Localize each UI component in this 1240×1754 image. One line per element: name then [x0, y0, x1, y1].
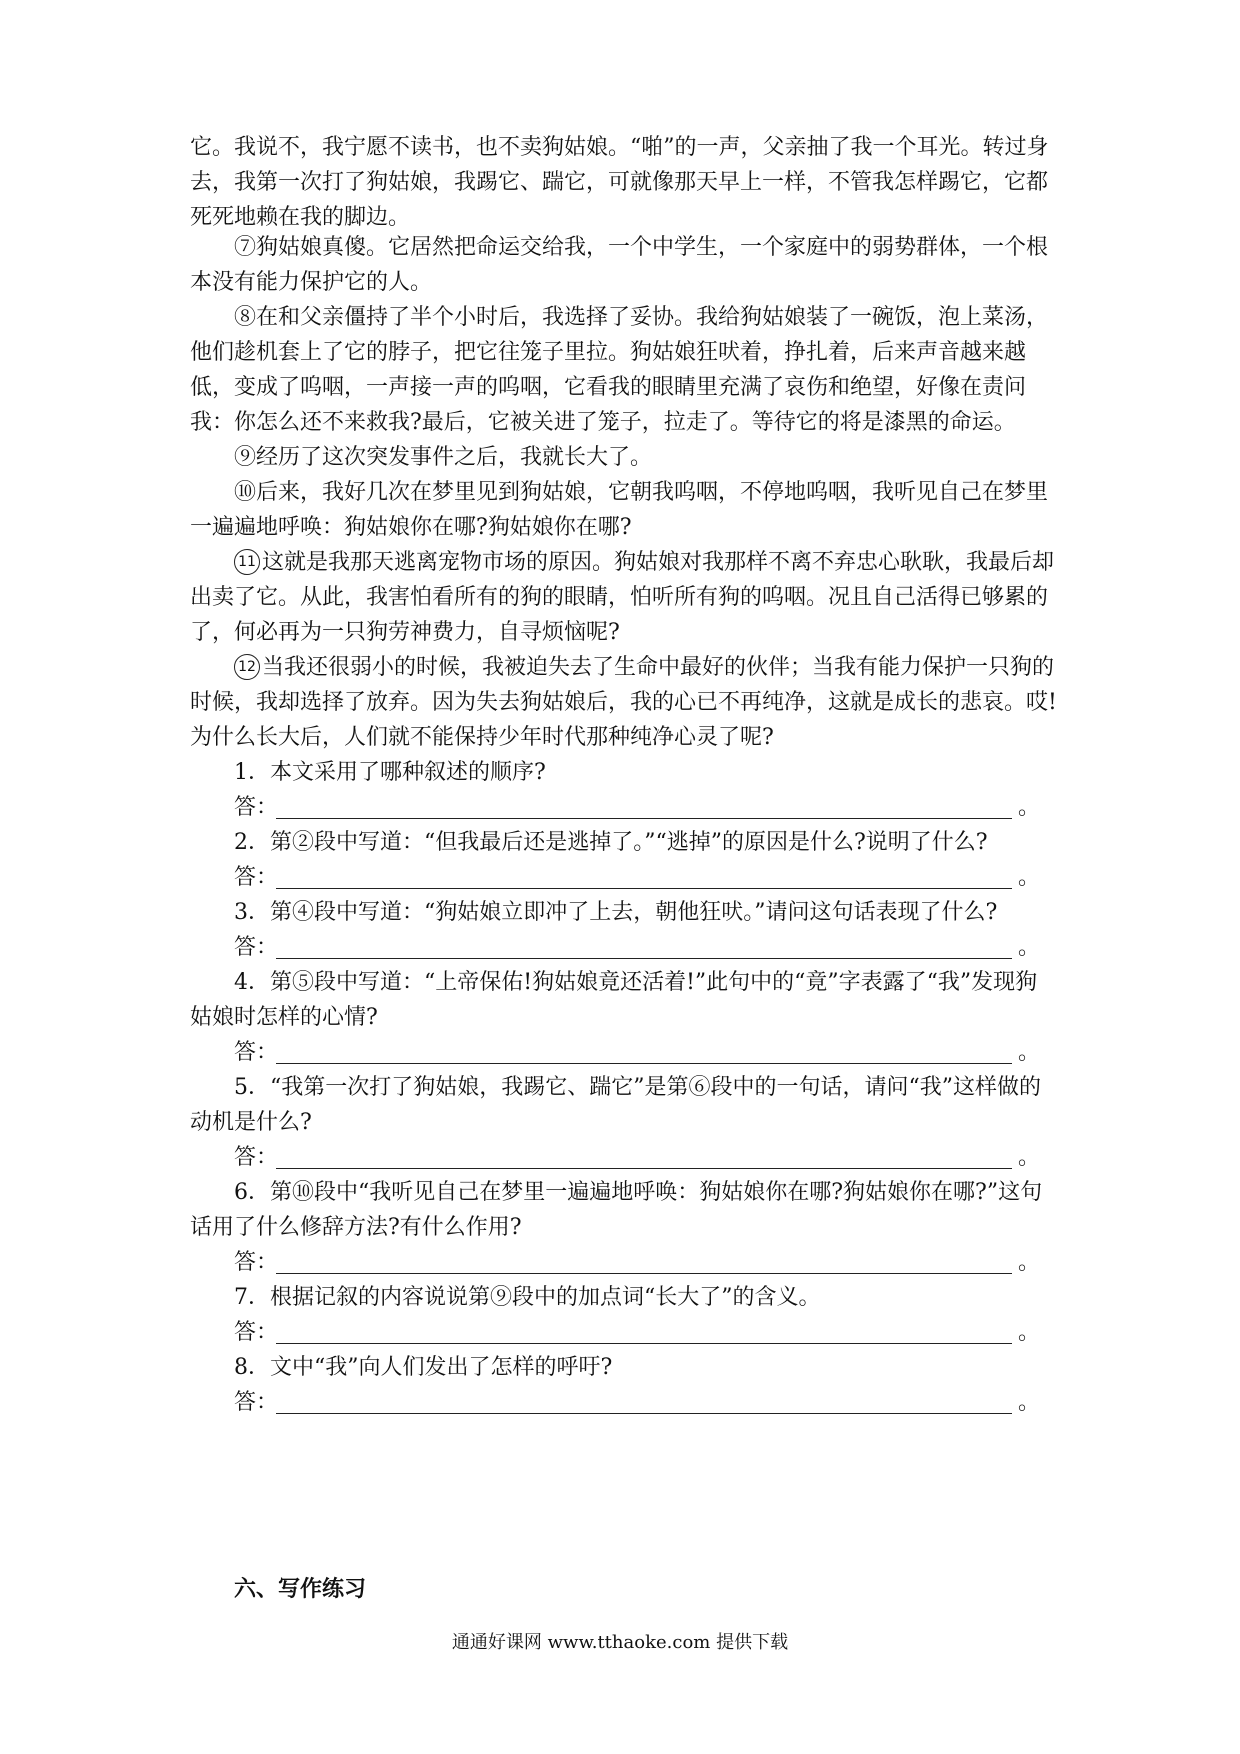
answer-rule	[276, 1168, 1012, 1169]
answer-label: 答：	[234, 1390, 279, 1415]
answer-label: 答：	[234, 1250, 279, 1275]
answer-label: 答：	[234, 1040, 279, 1065]
paragraph-7: ⑦狗姑娘真傻。它居然把命运交给我，一个中学生，一个家庭中的弱势群体，一个根本没有能力保护它的人。	[190, 235, 1049, 295]
answer-line-1[interactable]	[234, 790, 1054, 825]
answer-end-mark: 。	[1017, 1390, 1040, 1415]
answer-line-7[interactable]	[234, 1315, 1054, 1350]
question-8: 8．文中“我”向人们发出了怎样的呼吁?	[234, 1355, 613, 1380]
answer-rule	[276, 1063, 1012, 1064]
answer-label: 答：	[234, 1145, 279, 1170]
answer-end-mark: 。	[1017, 1320, 1040, 1345]
answer-label: 答：	[234, 795, 279, 820]
answer-end-mark: 。	[1017, 1040, 1040, 1065]
answer-line-8[interactable]	[234, 1385, 1054, 1420]
answer-end-mark: 。	[1017, 1250, 1040, 1275]
paragraph-8: ⑧在和父亲僵持了半个小时后，我选择了妥协。我给狗姑娘装了一碗饭，泡上菜汤，他们趁机套上了它的脖子，把它往笼子里拉。狗姑娘狂吠着，挣扎着，后来声音越来越低，变成了呜咽，一声接一声的呜咽，它看我的眼睛里充满了哀伤和绝望，好像在责问我：你怎么还不来救我?最后，它被关进了笼子，拉走了。等待它的将是漆黑的命运。	[190, 305, 1049, 435]
paragraph-number-12: 12	[234, 654, 260, 680]
answer-rule	[276, 958, 1012, 959]
answer-end-mark: 。	[1017, 935, 1040, 960]
paragraph-9: ⑨经历了这次突发事件之后，我就长大了。	[234, 445, 653, 470]
answer-rule	[276, 888, 1012, 889]
question-6: 6．第⑩段中“我听见自己在梦里一遍遍地呼唤：狗姑娘你在哪?狗姑娘你在哪?”这句话用了什么修辞方法?有什么作用?	[190, 1180, 1043, 1240]
paragraph-12	[190, 650, 1058, 755]
paragraph-12-text: 当我还很弱小的时候，我被迫失去了生命中最好的伙伴；当我有能力保护一只狗的时候，我却选择了放弃。因为失去狗姑娘后，我的心已不再纯净，这就是成长的悲哀。哎!为什么长大后，人们就不能保持少年时代那种纯净心灵了呢?	[190, 655, 1057, 750]
answer-rule	[276, 1343, 1012, 1344]
paragraph-10: ⑩后来，我好几次在梦里见到狗姑娘，它朝我呜咽，不停地呜咽，我听见自己在梦里一遍遍地呼唤：狗姑娘你在哪?狗姑娘你在哪?	[190, 480, 1049, 540]
answer-label: 答：	[234, 935, 279, 960]
paragraph-number-11: 11	[234, 549, 260, 575]
answer-line-5[interactable]	[234, 1140, 1054, 1175]
paragraph-6-continued: 它。我说不，我宁愿不读书，也不卖狗姑娘。“啪”的一声，父亲抽了我一个耳光。转过身去，我第一次打了狗姑娘，我踢它、踹它，可就像那天早上一样，不管我怎样踢它，它都死死地赖在我的脚边。	[190, 135, 1049, 230]
paragraph-11-text: 这就是我那天逃离宠物市场的原因。狗姑娘对我那样不离不弃忠心耿耿，我最后却出卖了它。从此，我害怕看所有的狗的眼睛，怕听所有狗的呜咽。况且自己活得已够累的了，何必再为一只狗劳神费力，自寻烦恼呢?	[190, 550, 1055, 645]
question-5: 5．“我第一次打了狗姑娘，我踢它、踹它”是第⑥段中的一句话，请问“我”这样做的动机是什么?	[190, 1075, 1041, 1135]
answer-line-3[interactable]	[234, 930, 1054, 965]
answer-line-2[interactable]	[234, 860, 1054, 895]
answer-rule	[276, 1273, 1012, 1274]
question-7: 7．根据记叙的内容说说第⑨段中的加点词“长大了”的含义。	[234, 1285, 821, 1310]
answer-rule	[276, 1413, 1012, 1414]
section-heading-writing-practice: 六、写作练习	[234, 1577, 367, 1602]
answer-end-mark: 。	[1017, 1145, 1040, 1170]
answer-rule	[276, 818, 1012, 819]
answer-line-6[interactable]	[234, 1245, 1054, 1280]
answer-end-mark: 。	[1017, 865, 1040, 890]
question-3: 3．第④段中写道：“狗姑娘立即冲了上去，朝他狂吠。”请问这句话表现了什么?	[234, 900, 998, 925]
question-2: 2．第②段中写道：“但我最后还是逃掉了。”“逃掉”的原因是什么?说明了什么?	[234, 830, 988, 855]
answer-line-4[interactable]	[234, 1035, 1054, 1070]
answer-end-mark: 。	[1017, 795, 1040, 820]
footer-download-credit: 通通好课网 www.tthaoke.com 提供下载	[451, 1632, 789, 1653]
question-1: 1．本文采用了哪种叙述的顺序?	[234, 760, 546, 785]
question-4: 4．第⑤段中写道：“上帝保佑!狗姑娘竟还活着!”此句中的“竟”字表露了“我”发现狗姑娘时怎样的心情?	[190, 970, 1038, 1030]
paragraph-11	[190, 545, 1058, 650]
answer-label: 答：	[234, 1320, 279, 1345]
answer-label: 答：	[234, 865, 279, 890]
